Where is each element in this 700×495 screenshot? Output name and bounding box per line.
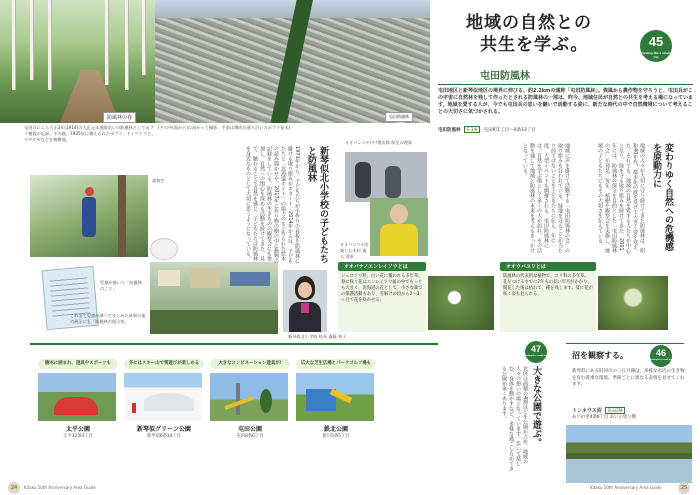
badge-45: 45 Feeling like a small trip — [640, 30, 672, 62]
page-number-right: 25 — [678, 482, 690, 494]
page-subtitle: 屯田防風林 — [480, 71, 530, 82]
footer-right-text: Kitaku 50th Anniversary Area Guide — [590, 485, 662, 490]
enreisou-photo — [428, 276, 494, 330]
aerial-photo — [155, 0, 430, 123]
forest-photo — [0, 0, 155, 123]
footer-left-text: Kitaku 50th Anniversary Area Guide — [24, 485, 96, 490]
parks-section — [30, 343, 438, 478]
page-number-left: 24 — [8, 482, 20, 494]
divider — [438, 84, 693, 85]
principal-portrait — [283, 270, 327, 332]
volunteer-photo — [30, 175, 148, 257]
forest-photo-tag: 防風林の春 — [103, 112, 136, 123]
elder-caption: オオバンコのを楽しむ木村 義人 理事 — [340, 242, 370, 259]
marsh-photo — [566, 425, 692, 483]
marsh-body: 新琴似にある旧河川の三日月湖は、多様な水辺の生き物を育む貴重な環境。季節ごとに異なる表情を見せてくれます。 — [572, 369, 685, 387]
right-article-body: 地域の人々が大切に守り続けてきた防風林は、昭和40年代、都市化の波を受けて大きく姿を変えた。それでも、地域の自然を愛する人たちが中心となり、緑を守る取り組みを続けてきた。2001年には、防風林の保全を目的とした「屯田防風林の会」が発足。毎年、植樹や観察会を実施し、地域の子どもたちにもその大切さを伝えている。 — [597, 143, 645, 253]
oubayuri-photo — [598, 276, 668, 330]
left-article-body: 1973年から、子どもたちが手作りの看板を防風林に掛ける取り組みがスタート。2014年からは、子どもたちと「北海道ホイト」の協力のもと作られた絵本の読み聞かせや、2017年に作り物の樹の中に動物の記録をしている。防風林の生きものの観察会にも参加し、自然への関心を深める活動を続けてきた。見て、触れることで自然を感じ、子どもたちは防風林を身近なものとして大切に思うようになっている。 — [245, 146, 300, 264]
middle-article-body: 地域に声を掛けて活動する「屯田防風林の会」の取り組みも行われている。緑地を守ることが当たり前ではないことを子どもたちに伝え、年に一度、大型イベントも開催される。屯田防風林には、自然を学ぶ場として多くの人が訪れ、その活動を通して地域と防風林の未来を考えるきっかけとなっている。 — [522, 143, 570, 253]
drawing-caption: 児童が描いた「防風林のこと」 — [100, 280, 142, 291]
park-card: 樹木に囲まれ、遊具やスポーツも 太平公園 太平12条3丁目 — [38, 359, 118, 439]
park-card: 広大な芝生広場とパークゴルフ場も 鉄北公園 新川5条5丁目 — [296, 359, 376, 439]
exhibit-caption: これまで児童が調べてまとめた成果の他の展示にも「防風林の展示室」 — [70, 313, 146, 324]
parks-body: 北区は面積の4割ほどを公園が占め、地域の人々の憩いの場となっています。歩いて楽しむ、身体を動かすなど、多様な過ごし方ができる公園が多くあります。 — [501, 366, 528, 471]
park-card: 冬にはスキー山で雪遊びが楽しめる 新琴似グリーン公園 新琴似6条14丁目 — [124, 359, 204, 439]
volunteers-photo — [345, 152, 427, 202]
page-title: 地域の自然との 共生を学ぶ。 — [466, 13, 592, 55]
principal-caption: 新琴似北小学校 校長 斎藤 智子 — [288, 334, 347, 339]
marsh-heading: 沼を観察する。 — [572, 350, 628, 360]
child-photo — [150, 238, 178, 260]
park-card: 大きなコンビネーション遊具が! 屯田公園 屯田8条6丁目 — [210, 359, 290, 439]
left-article-heading: 新琴似北小学校の子どもたちと防風林 — [306, 146, 328, 263]
exhibit-photo — [150, 262, 278, 334]
lead-text: 屯田地区と新琴似地区の境界に伸びる、約2.2kmの通称「屯田防風林」。強風から農作物を守ろうと、屯田兵がこの宇宙に自然林を残して作ったとされる防風林の一部は、昨今、地域住民が自然との共生を考える場になっています。地域を愛する人が、今でも屯田兵の思いを継いで活動する姿に、新たな時代の中で自然環境について考えることの大切さに気づかされる。 — [438, 88, 694, 115]
right-article-heading: 変わりゆく自然への危機感を原動力に — [651, 143, 673, 251]
badge-46: 46 Feeling like a small trip — [650, 345, 672, 367]
marsh-address: トンネウス沼 B-3/2M あいの里4条6丁目 あいの里公園 — [572, 408, 637, 420]
volunteer-tag: 高校生 — [152, 178, 165, 183]
info-box-enreisou: オオバナノエンレイソウとは シュロソウ科、白い花に覆われる多年草。春に咲く花はエンレイソウ属の中でもっとも大きく、北海道の花として、小さな森での保護活動もあり、雪解けの頃から2〜3ヶ月で花を咲かせる。 — [338, 262, 426, 332]
aerial-caption: (その中(黒から)に向かって撮影、手前は創成川通り沿いのポプラ並木) — [158, 125, 291, 130]
info-box-oubayuri: オオウバユリとは 防風林の代表的な植物で、ユリ科の多年草。花をつけるまでに7年もの長い年月がかかり、開花した後は枯れて、種を残します。夏に花が咲く姿も見られる。 — [500, 262, 596, 332]
address-line: 屯田防風林 E-3/8 屯田町1丁目〜9条13丁目 — [438, 127, 536, 133]
elder-man-photo — [370, 198, 428, 256]
parks-heading: 大きな公園で遊ぶ。 — [531, 366, 541, 447]
forest-caption: 屯田兵による大正3年(1914)の大正元年道路沿いの防風林としてポプラ植栽が記録。その後、1935年に植えられたポプラ、ドイツトウヒ、ヤチダモなどを植樹地。 — [24, 125, 156, 142]
badge-47: 47 Feeling like a small trip — [525, 341, 547, 363]
aerial-photo-tag: 屯田防風林 — [385, 112, 413, 122]
quote-header: オオバンコや/ヤ!理次郎 保全の理事 — [345, 140, 413, 145]
